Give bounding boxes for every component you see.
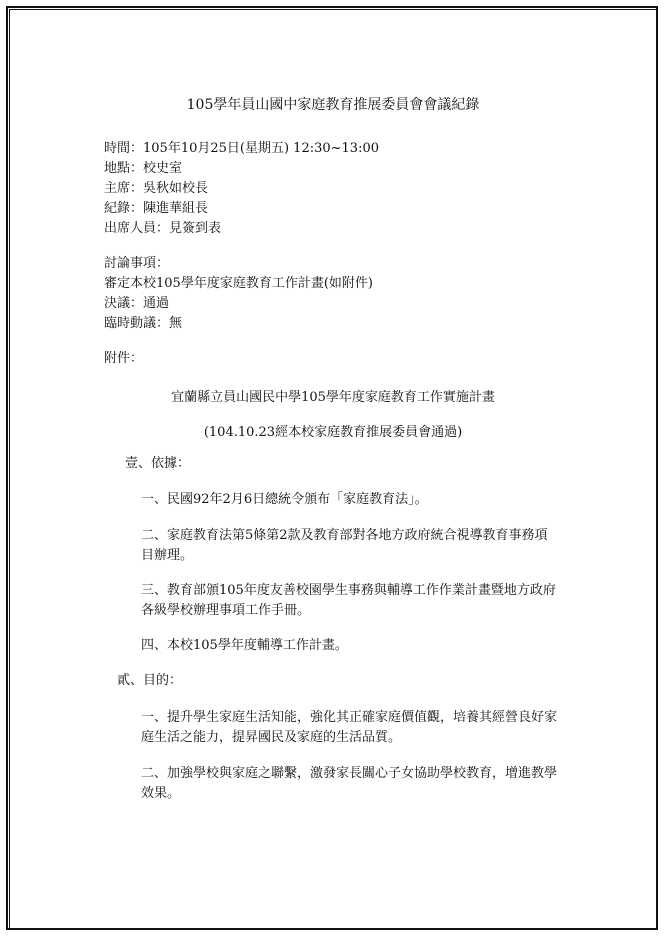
section2-item2-line1: 二、加強學校與家庭之聯繫，激發家長關心子女協助學校教育，增進教學 bbox=[141, 766, 558, 781]
attachment-label: 附件： bbox=[104, 351, 144, 366]
meta-recorder: 紀錄：陳進華組長 bbox=[104, 201, 209, 216]
extempore-motion: 臨時動議：無 bbox=[104, 316, 183, 331]
resolution: 決議：通過 bbox=[104, 296, 170, 311]
meta-chair: 主席：吳秋如校長 bbox=[104, 181, 209, 196]
section2-item2-line2: 效果。 bbox=[141, 786, 181, 801]
meta-location: 地點：校史室 bbox=[104, 161, 183, 176]
section1-item4: 四、本校105學年度輔導工作計畫。 bbox=[141, 638, 348, 653]
section2-item1-line1: 一、提升學生家庭生活知能，強化其正確家庭價值觀，培養其經營良好家 bbox=[141, 710, 558, 725]
section1-item2-line2: 目辦理。 bbox=[141, 548, 194, 563]
section1-item1: 一、民國92年2月6日總統令頒布「家庭教育法」。 bbox=[141, 492, 428, 507]
plan-title: 宜蘭縣立員山國民中學105學年度家庭教育工作實施計畫 bbox=[171, 390, 495, 405]
meta-time: 時間：105年10月25日(星期五) 12:30~13:00 bbox=[104, 141, 379, 156]
discussion-heading: 討論事項： bbox=[104, 256, 170, 271]
document-title: 105學年員山國中家庭教育推展委員會會議紀錄 bbox=[186, 97, 480, 113]
section1-item3-line2: 各級學校辦理事項工作手冊。 bbox=[141, 603, 311, 618]
section2-item1-line2: 庭生活之能力，提昇國民及家庭的生活品質。 bbox=[141, 730, 402, 745]
discussion-item: 審定本校105學年度家庭教育工作計畫(如附件) bbox=[104, 276, 373, 291]
section1-item3-line1: 三、教育部頒105年度友善校園學生事務與輔導工作作業計畫暨地方政府 bbox=[141, 583, 556, 598]
meta-attendees: 出席人員：見簽到表 bbox=[104, 221, 222, 236]
section2-heading: 貳、目的： bbox=[117, 673, 183, 688]
plan-subtitle: (104.10.23經本校家庭教育推展委員會通過) bbox=[203, 425, 463, 440]
section1-heading: 壹、依據： bbox=[125, 456, 191, 471]
section1-item2-line1: 二、家庭教育法第5條第2款及教育部對各地方政府統合視導教育事務項 bbox=[141, 528, 548, 543]
